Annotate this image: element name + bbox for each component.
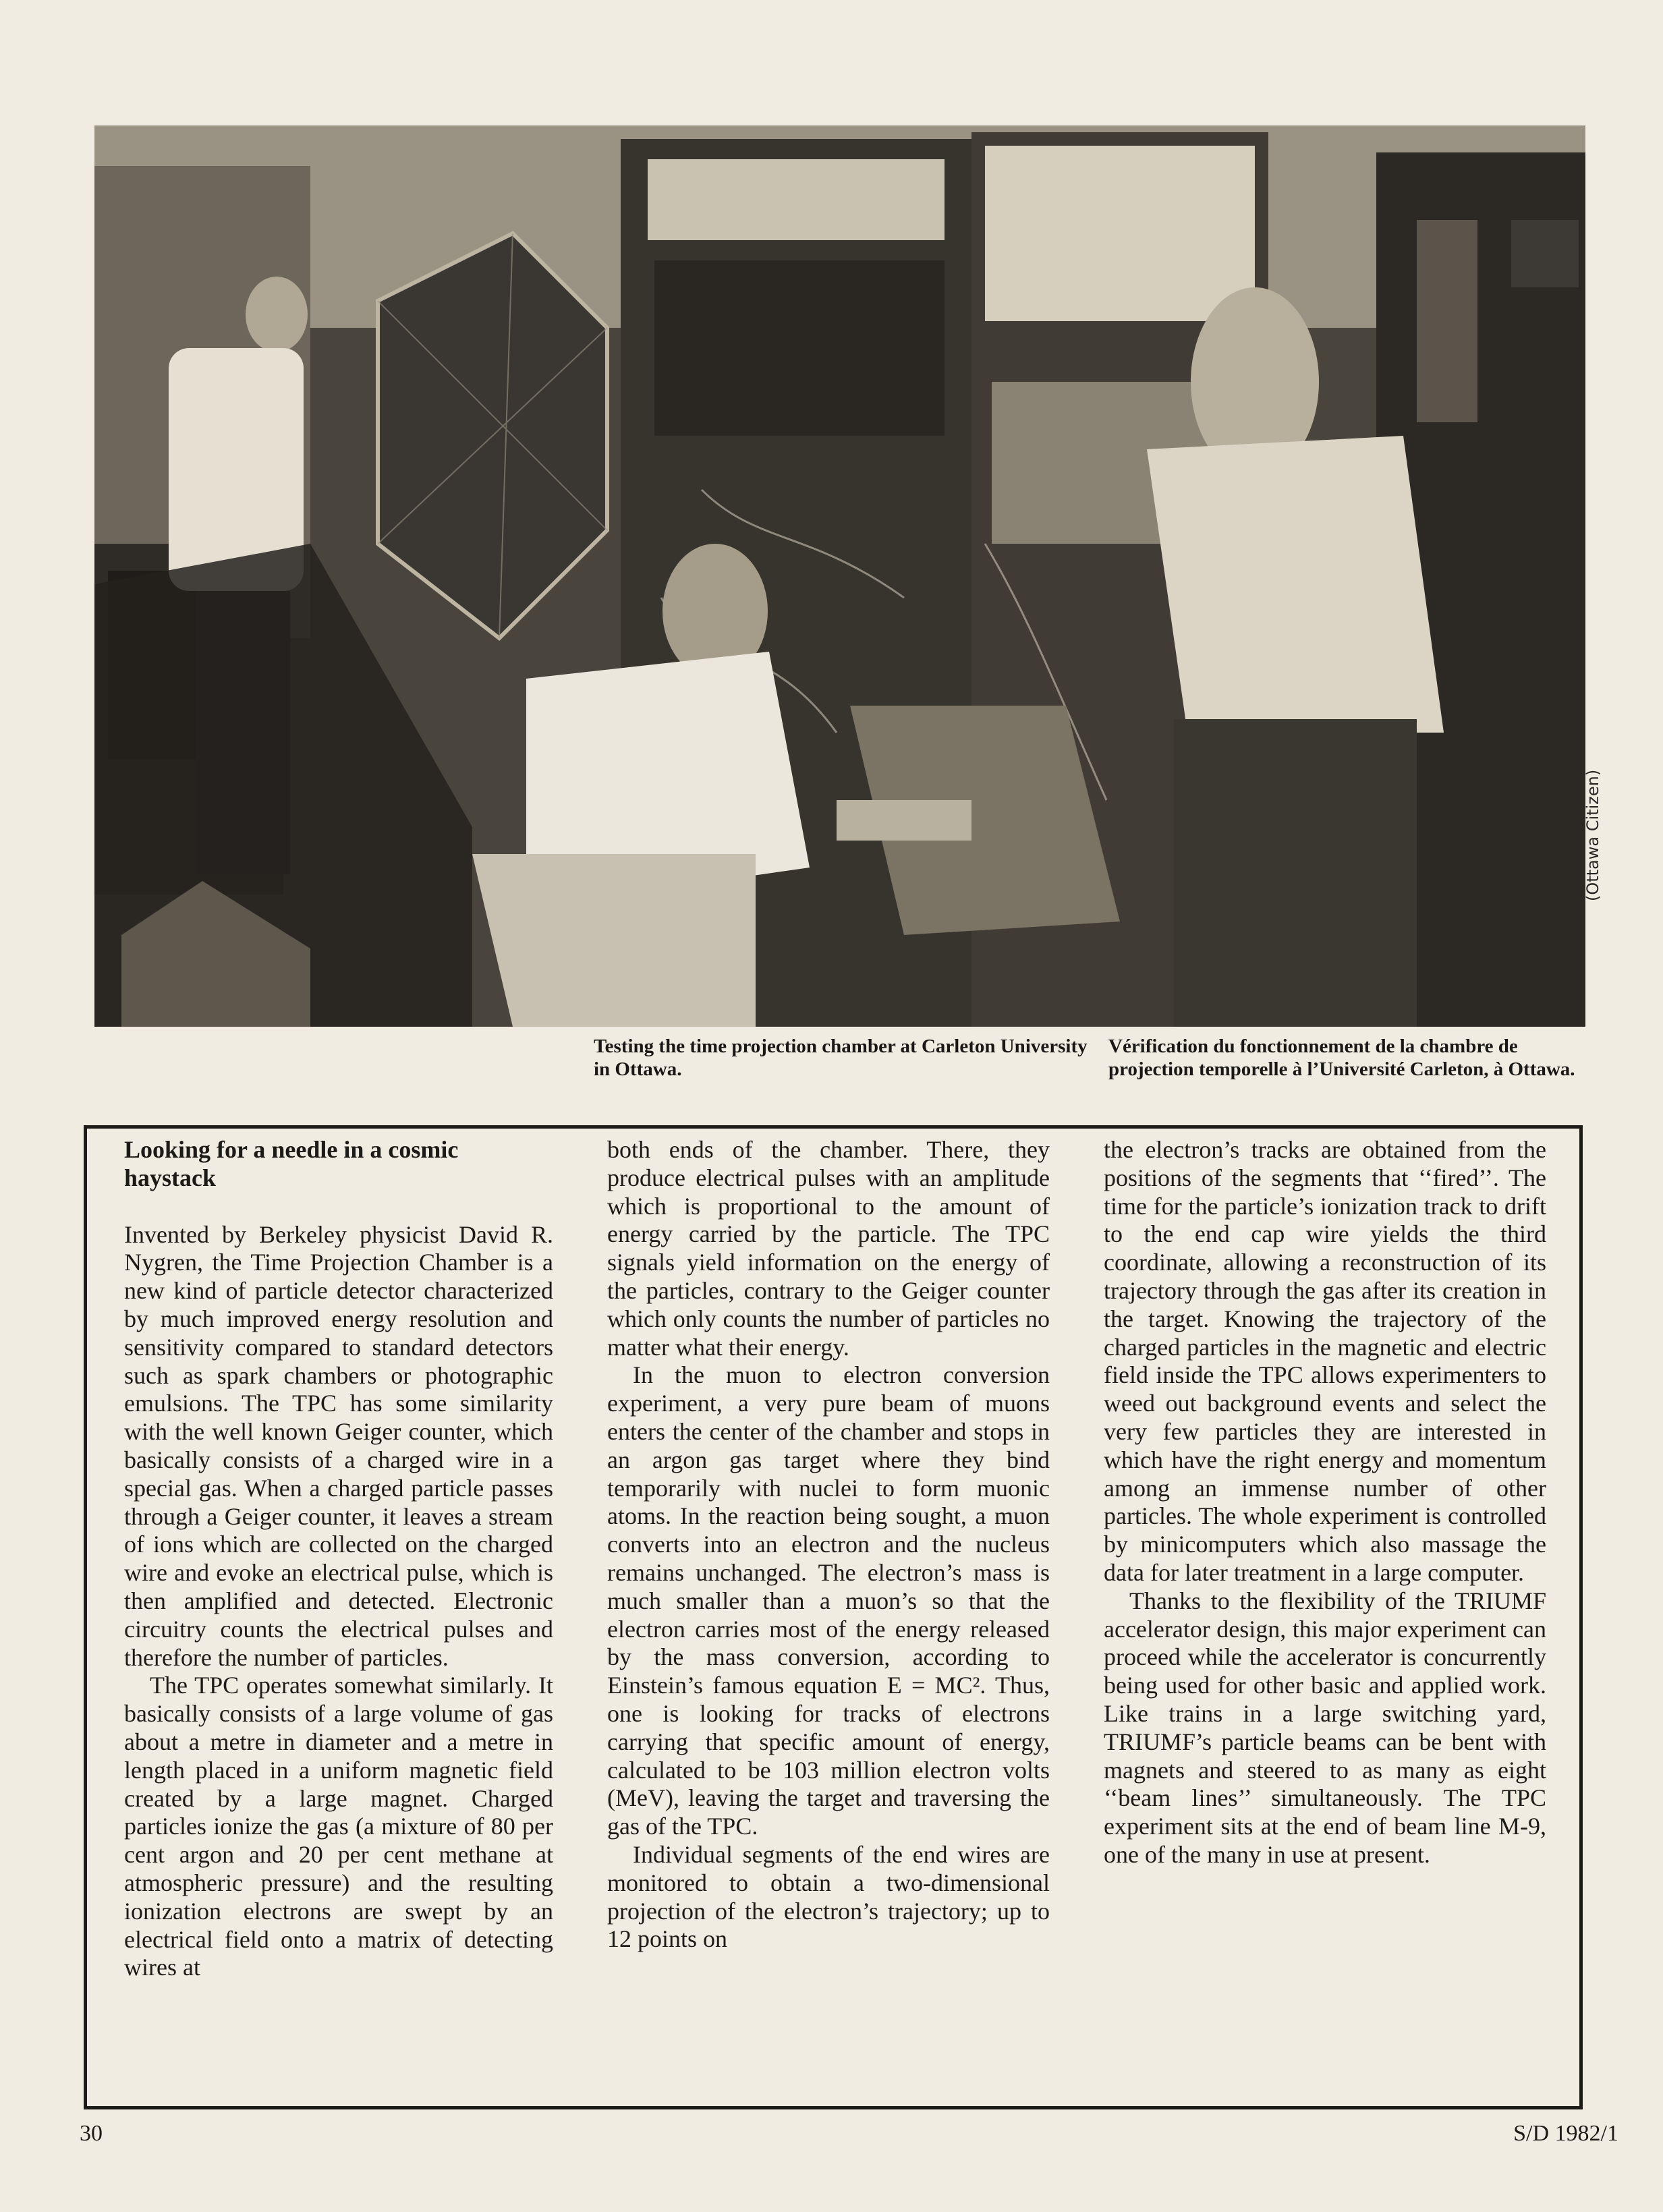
paragraph: Invented by Berkeley physicist David R. Nygren, the Time Projection Chamber is a new kind of particle detector characterized by much improved energy resolution and sensitivity compared to standard detectors such as spark chambers or photographic emulsions. The TPC has some similarity with the well known Geiger counter, which basically consists of a charged wire in a special gas. When a charged particle passes through a Geiger counter, it leaves a stream of ions which are collected on the charged wire and evoke an electrical pulse, which is then amplified and detected. Electronic circuitry counts the electrical pulses and therefore the number of particles. [124,1220,553,1671]
article-column-1 [124,1136,553,1982]
article-column-2 [607,1136,1050,1954]
photo-credit: (Ottawa Citizen) [1583,769,1602,901]
paragraph: The TPC operates somewhat similarly. It basically consists of a large volume of gas about a metre in diameter and a metre in length placed in a uniform magnetic field created by a large magnet. Charged particles ionize the gas (a mixture of 80 per cent argon and 20 per cent methane at atmospheric pressure) and the resulting ionization electrons are swept by an electrical field onto a matrix of detecting wires at [124,1672,553,1981]
caption-english: Testing the time projection chamber at Carleton University in Ottawa. [594,1036,1088,1080]
lab-photograph [94,125,1585,1027]
paragraph: In the muon to electron conversion experiment, a very pure beam of muons enters the center of the chamber and stops in an argon gas target where they bind temporarily with nuclei to form muonic atoms. In the reaction being sought, a muon converts into an electron and the nucleus remains unchanged. The electron’s mass is much smaller than a muon’s so that the electron carries most of the energy released by the mass conversion, according to Einstein’s famous equation E = MC². Thus, one is looking for tracks of electrons carrying that specific amount of energy, calculated to be 103 million electron volts (MeV), leaving the target and traversing the gas of the TPC. [607,1361,1050,1840]
paragraph: Individual segments of the end wires are monitored to obtain a two-dimensional projection of the electron’s trajectory; up to 12 points on [607,1840,1050,1953]
paragraph: both ends of the chamber. There, they produce electrical pulses with an amplitude which is proportional to the amount of energy carried by the particle. The TPC signals yield information on the energy of the particles, contrary to the Geiger counter which only counts the number of particles no matter what their energy. [607,1136,1050,1361]
paragraph: Thanks to the flexibility of the TRIUMF accelerator design, this major experiment can proceed while the accelerator is concurrently being used for other basic and applied work. Like trains in a large switching yard, TRIUMF’s particle beams can be bent with magnets and steered to as many as eight ‘‘beam lines’’ simultaneously. The TPC experiment sits at the end of beam line M-9, one of the many in use at present. [1104,1587,1546,1868]
photo-illustration [94,125,1585,1027]
caption-french: Vérification du fonctionnement de la chambre de projection temporelle à l’Université Carleton, à Ottawa. [1108,1036,1575,1080]
journal-issue: S/D 1982/1 [1513,2121,1618,2146]
article-column-3 [1104,1136,1546,1869]
page-number: 30 [80,2121,103,2146]
paragraph: the electron’s tracks are obtained from the positions of the segments that ‘‘fired’’. The time for the particle’s ionization track to drift to the end cap wire yields the third coordinate, allowing a reconstruction of its trajectory through the gas after its creation in the target. Knowing the trajectory of the charged particles in the magnetic and electric field inside the TPC allows experimenters to weed out background events and select the very few particles they are interested in which have the right energy and momentum among an immense number of other particles. The whole experiment is controlled by minicomputers which also massage the data for later treatment in a large computer. [1104,1136,1546,1586]
article-heading: Looking for a needle in a cosmic haystack [124,1136,459,1191]
